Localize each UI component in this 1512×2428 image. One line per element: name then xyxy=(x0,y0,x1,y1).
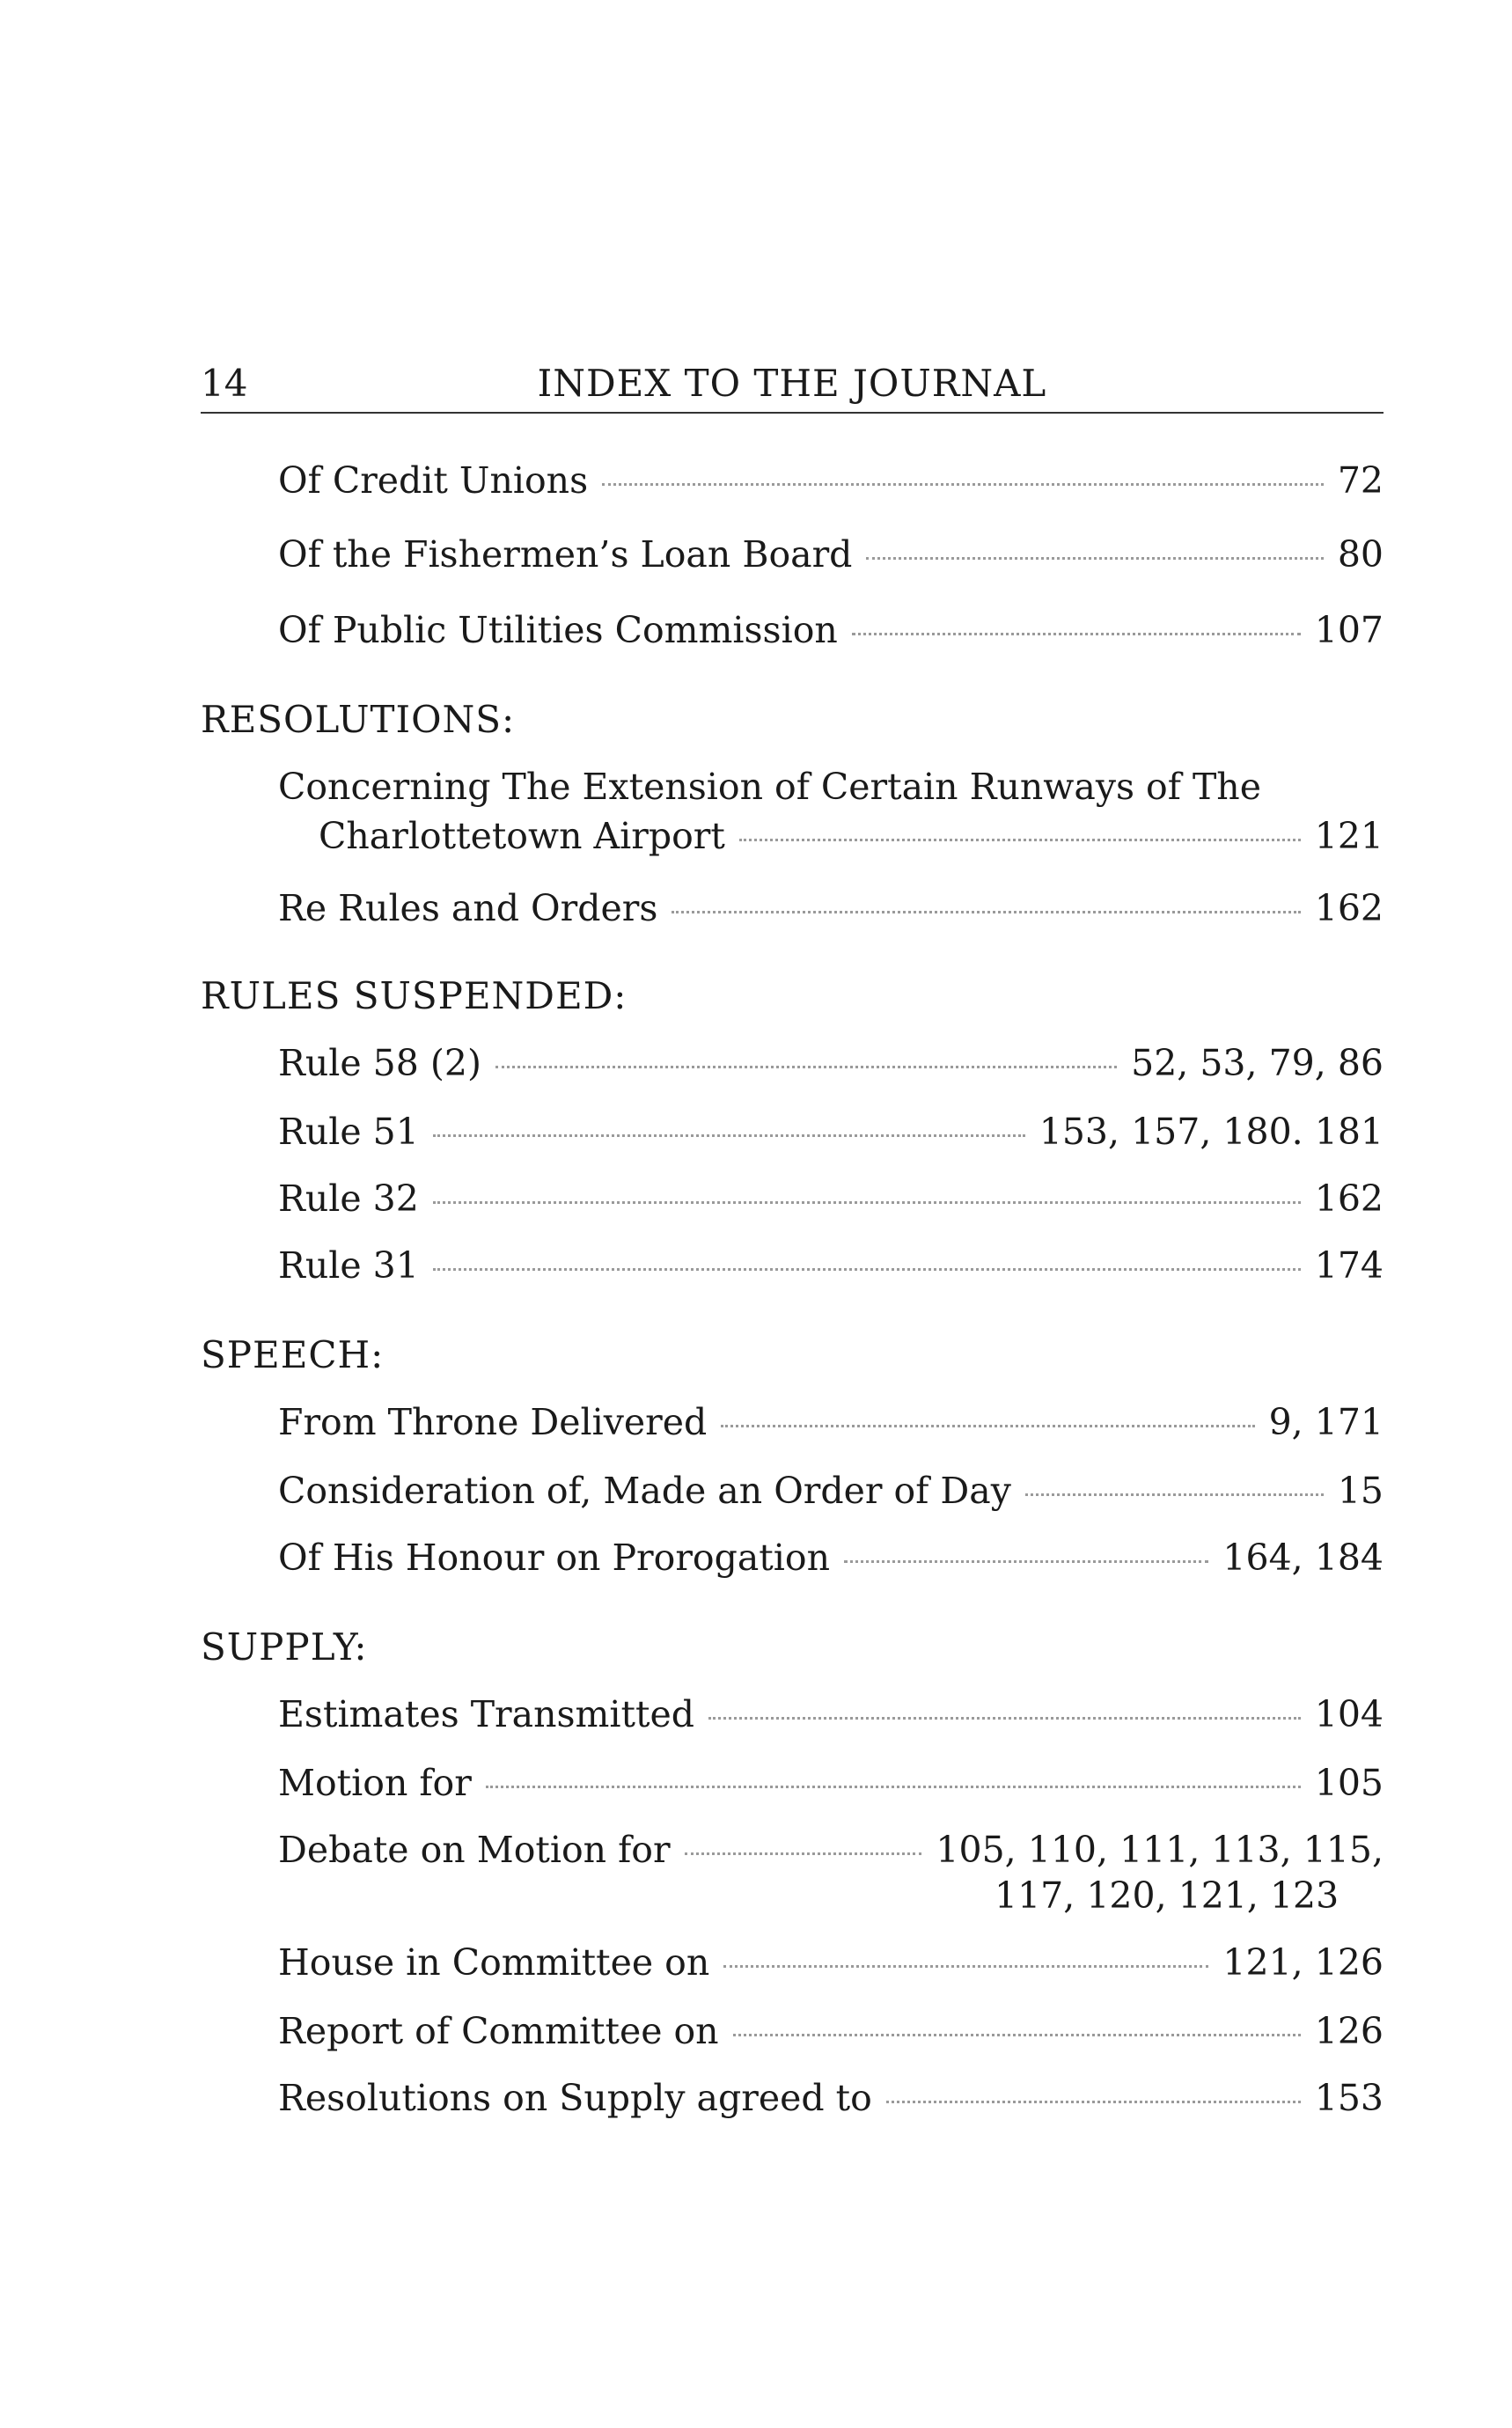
dot-leader xyxy=(602,483,1324,486)
entry-pages: 174 xyxy=(1314,1244,1384,1287)
index-entry xyxy=(278,1533,1384,1582)
entry-label: Of Credit Unions xyxy=(278,459,589,502)
entry-pages: 105 xyxy=(1314,1762,1384,1804)
dot-leader xyxy=(486,1786,1301,1788)
entry-pages: 107 xyxy=(1314,609,1384,651)
dot-leader xyxy=(685,1852,922,1855)
dot-leader xyxy=(886,2101,1301,2103)
index-entry xyxy=(278,2006,1384,2056)
dot-leader xyxy=(721,1425,1254,1427)
dot-leader xyxy=(844,1560,1208,1563)
dot-leader xyxy=(433,1268,1301,1271)
entry-label: Consideration of, Made an Order of Day xyxy=(278,1470,1011,1512)
entry-pages: 52, 53, 79, 86 xyxy=(1131,1042,1384,1084)
dot-leader xyxy=(852,633,1301,635)
index-entry xyxy=(278,1397,1384,1447)
index-entry xyxy=(278,1107,1384,1156)
index-entry xyxy=(278,762,1384,861)
section-heading-supply: SUPPLY: xyxy=(201,1625,368,1669)
entry-label: Report of Committee on xyxy=(278,2010,719,2052)
entry-label: Estimates Transmitted xyxy=(278,1693,694,1735)
running-header xyxy=(201,356,1384,414)
entry-pages-continued: 117, 120, 121, 123 xyxy=(995,1874,1340,1917)
entry-label: Of the Fishermen’s Loan Board xyxy=(278,533,853,576)
entry-pages: 153 xyxy=(1314,2077,1384,2119)
index-entry xyxy=(278,1466,1384,1515)
entry-pages: 80 xyxy=(1337,533,1384,576)
section-heading-resolutions: RESOLUTIONS: xyxy=(201,698,516,741)
entry-label: Rule 51 xyxy=(278,1111,419,1153)
entry-pages: 162 xyxy=(1314,1177,1384,1220)
index-entry xyxy=(278,1690,1384,1739)
dot-leader xyxy=(866,557,1323,560)
index-entry xyxy=(278,1241,1384,1290)
entry-label: Motion for xyxy=(278,1762,472,1804)
section-heading-rules-suspended: RULES SUSPENDED: xyxy=(201,974,628,1017)
entry-pages: 121, 126 xyxy=(1222,1941,1384,1984)
entry-pages: 9, 171 xyxy=(1268,1401,1384,1443)
entry-pages: 121 xyxy=(1314,815,1384,857)
entry-pages: 162 xyxy=(1314,887,1384,929)
index-entry xyxy=(278,605,1384,655)
index-entry xyxy=(278,1174,1384,1223)
entry-label: Resolutions on Supply agreed to xyxy=(278,2077,872,2119)
dot-leader xyxy=(433,1201,1301,1204)
index-entry xyxy=(278,884,1384,933)
dot-leader xyxy=(723,1965,1208,1968)
index-entry xyxy=(278,456,1384,505)
entry-pages: 164, 184 xyxy=(1222,1537,1384,1579)
entry-label: Rule 58 (2) xyxy=(278,1042,481,1084)
dot-leader xyxy=(495,1066,1117,1068)
page-title: INDEX TO THE JOURNAL xyxy=(537,362,1047,405)
entry-label: House in Committee on xyxy=(278,1941,710,1984)
index-entry xyxy=(278,1038,1384,1088)
dot-leader xyxy=(733,2034,1301,2036)
entry-pages: 104 xyxy=(1314,1693,1384,1735)
dot-leader xyxy=(433,1134,1025,1137)
dot-leader xyxy=(672,911,1300,913)
index-entry xyxy=(278,1938,1384,1987)
entry-label: Of Public Utilities Commission xyxy=(278,609,838,651)
index-entry xyxy=(278,2073,1384,2123)
dot-leader xyxy=(1025,1493,1324,1496)
entry-pages: 72 xyxy=(1337,459,1384,502)
dot-leader xyxy=(708,1717,1301,1720)
entry-pages: 105, 110, 111, 113, 115, xyxy=(936,1829,1384,1871)
entry-label: Re Rules and Orders xyxy=(278,887,658,929)
entry-label-continued: Charlottetown Airport xyxy=(319,815,725,857)
section-heading-speech: SPEECH: xyxy=(201,1333,385,1376)
entry-label: Debate on Motion for xyxy=(278,1829,671,1871)
entry-label: Rule 32 xyxy=(278,1177,419,1220)
entry-pages: 126 xyxy=(1314,2010,1384,2052)
entry-pages: 153, 157, 180. 181 xyxy=(1039,1111,1384,1153)
entry-pages: 15 xyxy=(1337,1470,1384,1512)
entry-label: From Throne Delivered xyxy=(278,1401,708,1443)
index-entry xyxy=(278,1758,1384,1808)
entry-label: Concerning The Extension of Certain Runways of The xyxy=(278,766,1261,808)
dot-leader xyxy=(739,839,1301,841)
page-number: 14 xyxy=(201,362,248,405)
index-entry xyxy=(278,1825,1384,1924)
entry-label: Of His Honour on Prorogation xyxy=(278,1537,830,1579)
index-entry xyxy=(278,530,1384,579)
entry-label: Rule 31 xyxy=(278,1244,419,1287)
